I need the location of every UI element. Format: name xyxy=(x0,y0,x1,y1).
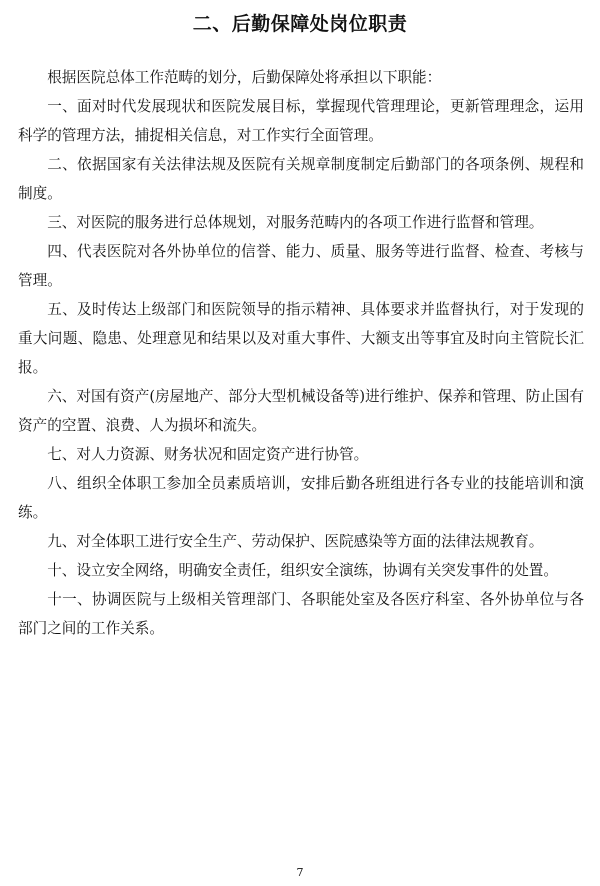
duty-paragraph-1: 一、面对时代发展现状和医院发展目标，掌握现代管理理论，更新管理理念，运用科学的管理方法，捕捉相关信息，对工作实行全面管理。 xyxy=(18,98,584,144)
duty-paragraph-5: 五、及时传达上级部门和医院领导的指示精神、具体要求并监督执行，对于发现的重大问题、隐患、处理意见和结果以及对重大事件、大额支出等事宜及时向主管院长汇报。 xyxy=(18,301,584,376)
intro-paragraph: 根据医院总体工作范畴的划分，后勤保障处将承担以下职能： xyxy=(47,69,442,86)
duty-paragraph-4: 四、代表医院对各外协单位的信誉、能力、质量、服务等进行监督、检查、考核与管理。 xyxy=(18,243,584,289)
duty-paragraph-6: 六、对国有资产(房屋地产、部分大型机械设备等)进行维护、保养和管理、防止国有资产的空置、浪费、人为损坏和流失。 xyxy=(18,388,584,434)
duty-paragraph-10: 十、设立安全网络，明确安全责任，组织安全演练，协调有关突发事件的处置。 xyxy=(47,562,558,579)
duty-paragraph-2: 二、依据国家有关法律法规及医院有关规章制度制定后勤部门的各项条例、规程和制度。 xyxy=(18,156,584,202)
page-number: 7 xyxy=(296,866,304,879)
document-body xyxy=(18,63,584,643)
duty-paragraph-7: 七、对人力资源、财务状况和固定资产进行协管。 xyxy=(47,446,369,463)
duty-paragraph-11: 十一、协调医院与上级相关管理部门、各职能处室及各医疗科室、各外协单位与各部门之间的工作关系。 xyxy=(18,591,584,637)
page-title: 二、后勤保障处岗位职责 xyxy=(192,13,408,35)
duty-paragraph-3: 三、对医院的服务进行总体规划，对服务范畴内的各项工作进行监督和管理。 xyxy=(47,214,544,231)
duty-paragraph-8: 八、组织全体职工参加全员素质培训，安排后勤各班组进行各专业的技能培训和演练。 xyxy=(18,475,584,521)
duty-paragraph-9: 九、对全体职工进行安全生产、劳动保护、医院感染等方面的法律法规教育。 xyxy=(47,533,544,550)
